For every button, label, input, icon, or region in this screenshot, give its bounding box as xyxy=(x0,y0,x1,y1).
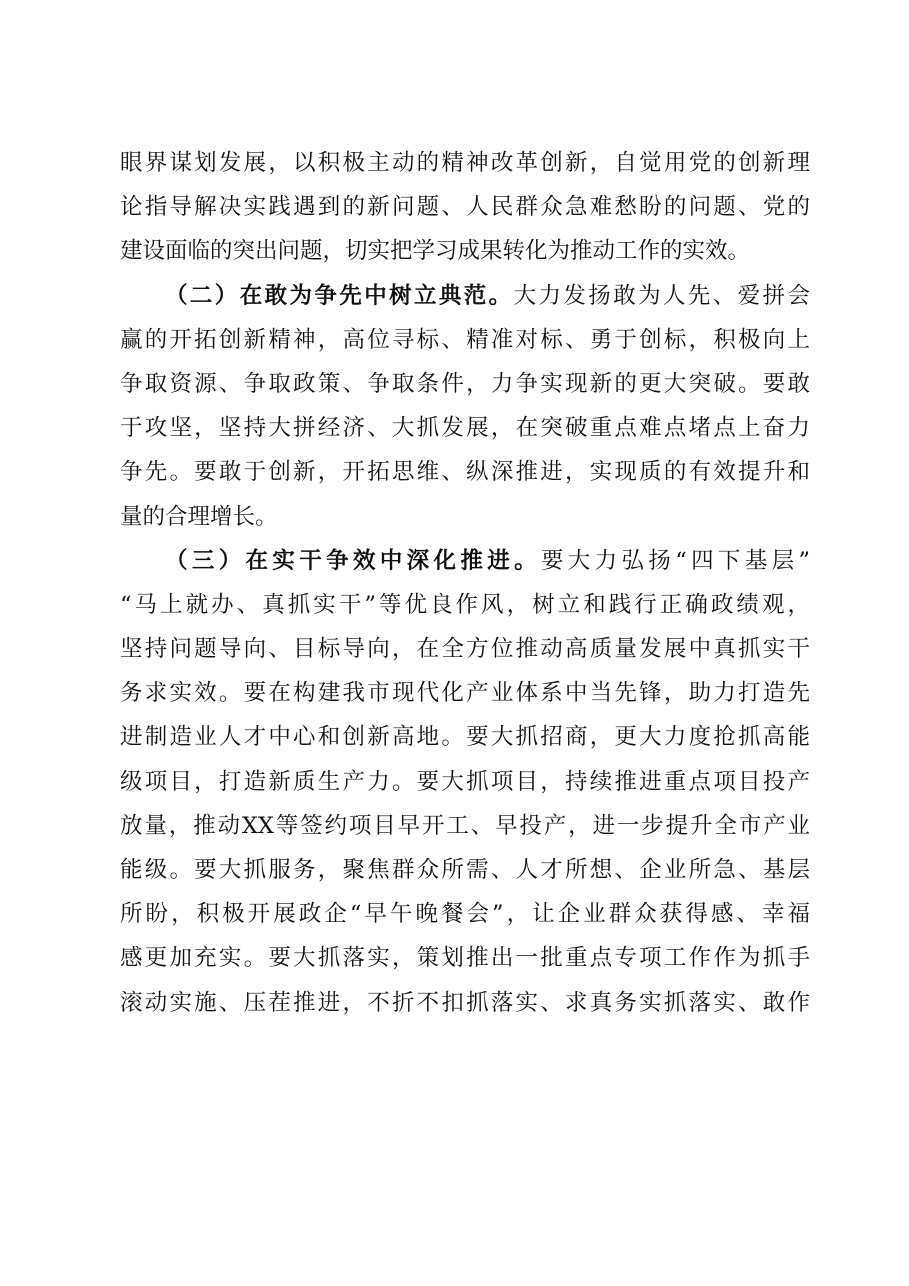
section-heading: （三）在实干争效中深化推进。 xyxy=(165,547,541,574)
paragraph-line: 务求实效。要在构建我市现代化产业体系中当先锋，助力打造先 xyxy=(120,680,810,707)
paragraph-line: 感更加充实。要大抓落实，策划推出一批重点专项工作作为抓手 xyxy=(120,945,810,972)
paragraph-line: 级项目，打造新质生产力。要大抓项目，持续推进重点项目投产 xyxy=(120,768,810,795)
paragraph-line: 赢的开拓创新精神，高位寻标、精准对标、勇于创标，积极向上 xyxy=(120,326,810,353)
paragraph-line: 坚持问题导向、目标导向，在全方位推动高质量发展中真抓实干 xyxy=(120,636,810,663)
paragraph-line: 所盼，积极开展政企“早午晚餐会”，让企业群众获得感、幸福 xyxy=(120,901,810,928)
paragraph-line: 进制造业人才中心和创新高地。要大抓招商，更大力度抢抓高能 xyxy=(120,724,810,751)
paragraph-line: 争先。要敢于创新，开拓思维、纵深推进，实现质的有效提升和 xyxy=(120,459,810,486)
paragraph-line: “马上就办、真抓实干”等优良作风，树立和践行正确政绩观， xyxy=(120,591,810,618)
paragraph-line: 争取资源、争取政策、争取条件，力争实现新的更大突破。要敢 xyxy=(120,370,810,397)
document-body xyxy=(120,141,810,1025)
paragraph-text: 要大力弘扬“四下基层” xyxy=(540,547,810,574)
paragraph-line: 量的合理增长。 xyxy=(120,503,278,530)
paragraph-line: 建设面临的突出问题，切实把学习成果转化为推动工作的实效。 xyxy=(120,238,751,265)
paragraph-line: 论指导解决实践遇到的新问题、人民群众急难愁盼的问题、党的 xyxy=(120,194,810,221)
section-heading: （二）在敢为争先中树立典范。 xyxy=(165,282,514,309)
paragraph-line: 滚动实施、压茬推进，不折不扣抓落实、求真务实抓落实、敢作 xyxy=(120,989,810,1016)
paragraph-text: 大力发扬敢为人先、爱拼会 xyxy=(513,282,810,309)
paragraph-line: 眼界谋划发展，以积极主动的精神改革创新，自觉用党的创新理 xyxy=(120,150,810,176)
section-heading-line xyxy=(120,539,810,583)
paragraph-line: 能级。要大抓服务，聚焦群众所需、人才所想、企业所急、基层 xyxy=(120,857,810,883)
paragraph-line: 放量，推动XX等签约项目早开工、早投产，进一步提升全市产业 xyxy=(120,812,810,839)
section-heading-line xyxy=(120,274,810,318)
paragraph-line: 于攻坚，坚持大拼经济、大抓发展，在突破重点难点堵点上奋力 xyxy=(120,415,810,442)
